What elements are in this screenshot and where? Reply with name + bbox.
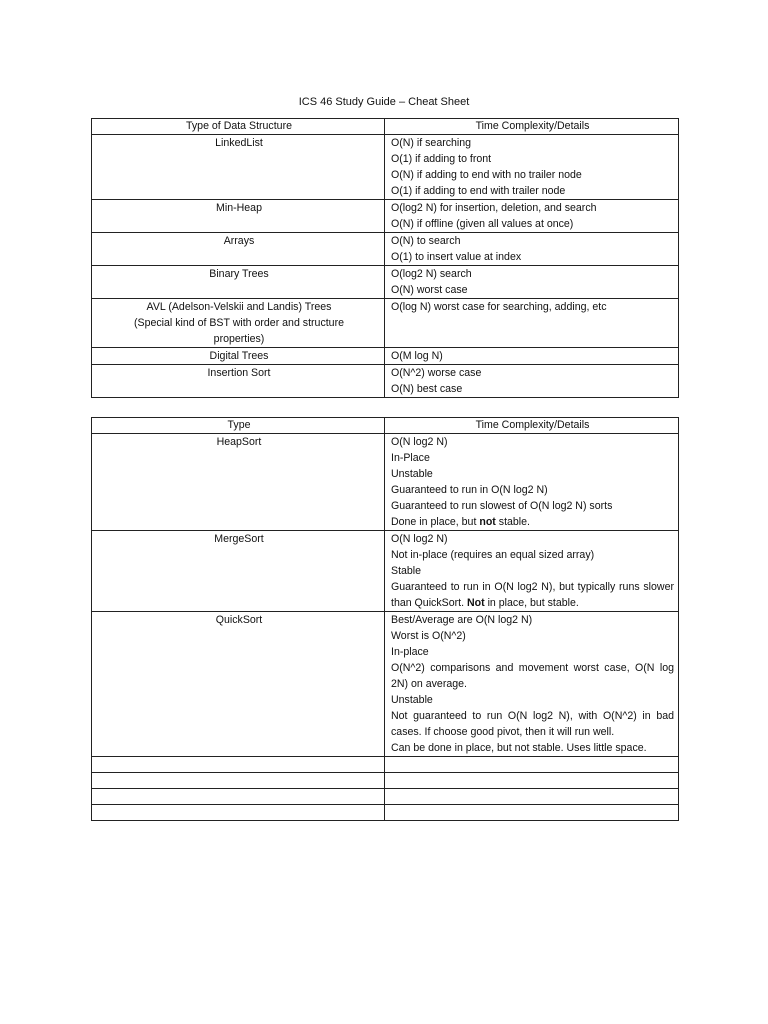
detail-line: Unstable xyxy=(391,694,433,706)
emphasis-text: not xyxy=(479,516,496,528)
empty-row xyxy=(92,757,679,773)
sorting-table xyxy=(91,417,679,821)
detail-paragraph: Not guaranteed to run O(N log2 N), with O(N^2) in bad cases. If choose good pivot, then it will run well. xyxy=(391,710,674,738)
table-row xyxy=(92,233,679,266)
detail-line: Worst is O(N^2) xyxy=(391,630,466,642)
detail-line: O(N) if offline (given all values at once) xyxy=(391,218,574,230)
column-header-type: Type xyxy=(92,418,385,434)
empty-row xyxy=(92,805,679,821)
table-row xyxy=(92,299,679,348)
structure-note: properties) xyxy=(213,333,265,345)
table-row xyxy=(92,135,679,200)
table-row xyxy=(92,200,679,233)
detail-line: O(N) if searching xyxy=(391,137,472,149)
detail-line: O(N) if adding to end with no trailer node xyxy=(391,169,582,181)
detail-line: O(M log N) xyxy=(391,350,443,362)
table-row-quicksort xyxy=(92,612,679,757)
structure-name: LinkedList xyxy=(215,137,263,149)
detail-line: Done in place, but not stable. xyxy=(391,516,530,528)
data-structure-table xyxy=(91,118,679,398)
detail-line: O(log2 N) search xyxy=(391,268,472,280)
empty-row xyxy=(92,789,679,805)
structure-name: Binary Trees xyxy=(209,268,269,280)
column-header-complexity: Time Complexity/Details xyxy=(385,418,679,434)
table-header-row xyxy=(92,418,679,434)
detail-line: O(log N) worst case for searching, adding, etc xyxy=(391,301,607,313)
table-row-mergesort xyxy=(92,531,679,612)
structure-note: (Special kind of BST with order and structure xyxy=(133,317,344,329)
structure-name: Arrays xyxy=(223,235,255,247)
detail-line: O(N) to search xyxy=(391,235,461,247)
detail-line: Not in-place (requires an equal sized array) xyxy=(391,549,595,561)
detail-line: O(1) to insert value at index xyxy=(391,251,522,263)
detail-line: Best/Average are O(N log2 N) xyxy=(391,614,533,626)
structure-name: Digital Trees xyxy=(209,350,269,362)
structure-name: Min-Heap xyxy=(216,202,262,214)
table-row xyxy=(92,365,679,398)
structure-name: Insertion Sort xyxy=(207,367,271,379)
table-row-heapsort xyxy=(92,434,679,531)
detail-paragraph: Guaranteed to run in O(N log2 N), but typically runs slower than QuickSort. Not in place, but stable. xyxy=(391,581,674,609)
table-row xyxy=(92,348,679,365)
detail-line: Unstable xyxy=(391,468,433,480)
page-title: ICS 46 Study Guide – Cheat Sheet xyxy=(298,96,470,108)
table-header-row xyxy=(92,119,679,135)
column-header-complexity: Time Complexity/Details xyxy=(385,119,679,135)
structure-name: AVL (Adelson-Velskii and Landis) Trees xyxy=(146,301,332,313)
sort-name: MergeSort xyxy=(214,533,264,545)
detail-line: O(1) if adding to end with trailer node xyxy=(391,185,566,197)
detail-line: Can be done in place, but not stable. Uses little space. xyxy=(391,742,647,754)
detail-line: O(N) worst case xyxy=(391,284,468,296)
detail-paragraph: O(N^2) comparisons and movement worst case, O(N log 2N) on average. xyxy=(391,662,674,690)
detail-line: O(N) best case xyxy=(391,383,463,395)
detail-line: Guaranteed to run in O(N log2 N) xyxy=(391,484,548,496)
table-row xyxy=(92,266,679,299)
empty-row xyxy=(92,773,679,789)
detail-line: In-Place xyxy=(391,452,430,464)
detail-line: O(N log2 N) xyxy=(391,436,448,448)
detail-line: In-place xyxy=(391,646,429,658)
sort-name: HeapSort xyxy=(216,436,262,448)
detail-line: O(N^2) worse case xyxy=(391,367,482,379)
column-header-type: Type of Data Structure xyxy=(92,119,385,135)
detail-line: Guaranteed to run slowest of O(N log2 N) sorts xyxy=(391,500,613,512)
detail-line: O(1) if adding to front xyxy=(391,153,492,165)
sort-name: QuickSort xyxy=(215,614,263,626)
detail-line: Stable xyxy=(391,565,422,577)
emphasis-text: Not xyxy=(466,597,485,609)
detail-line: O(log2 N) for insertion, deletion, and search xyxy=(391,202,597,214)
detail-line: O(N log2 N) xyxy=(391,533,448,545)
